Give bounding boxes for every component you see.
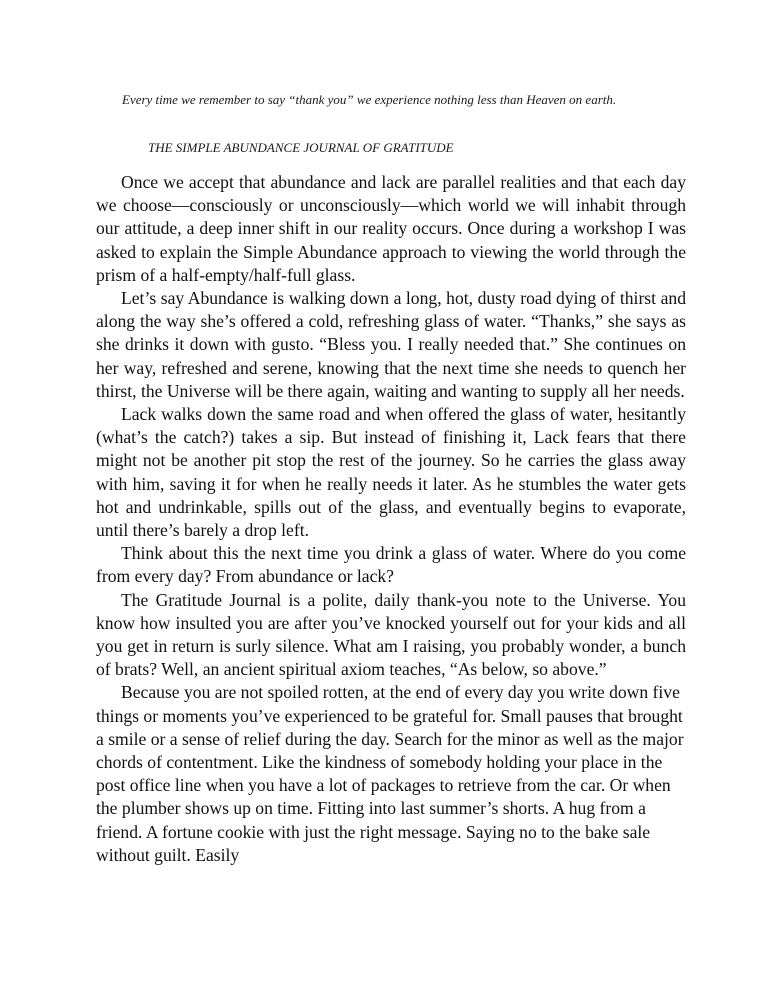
paragraph: The Gratitude Journal is a polite, daily thank-you note to the Universe. You know how insulted you are after you’ve knocked yourself out for your kids and all you get in return is surly silence. What am I raising, you probably wonder, a bunch of brats? Well, an ancient spiritual axiom teaches, “As below, so above.” [96, 589, 686, 680]
epigraph-quote: Every time we remember to say “thank you” we experience nothing less than Heaven on earth. [122, 92, 617, 107]
paragraph: Because you are not spoiled rotten, at the end of every day you write down five things or moments you’ve experienced to be grateful for. Small pauses that brought a smile or a sense of relief during the day. Search for the minor as well as the major chords of contentment. Like the kindness of somebody holding your place in the post office line when you have a lot of packages to retrieve from the car. Or when the plumber shows up on time. Fitting into last summer’s shorts. A hug from a friend. A fortune cookie with just the right message. Saying no to the bake sale without guilt. Easily [96, 682, 684, 865]
paragraph: Lack walks down the same road and when offered the glass of water, hesitantly (what’s the catch?) takes a sip. But instead of finishing it, Lack fears that there might not be another pit stop the rest of the journey. So he carries the glass away with him, saving it for when he really needs it later. As he stumbles the water gets hot and undrinkable, spills out of the glass, and eventually begins to evaporate, until there’s barely a drop left. [96, 404, 686, 541]
paragraph: Think about this the next time you drink a glass of water. Where do you come from every day? From abundance or lack? [96, 543, 686, 587]
body-text [96, 171, 686, 867]
epigraph-source: THE SIMPLE ABUNDANCE JOURNAL OF GRATITUDE [148, 140, 454, 155]
paragraph: Let’s say Abundance is walking down a long, hot, dusty road dying of thirst and along the way she’s offered a cold, refreshing glass of water. “Thanks,” she says as she drinks it down with gusto. “Bless you. I really needed that.” She continues on her way, refreshed and serene, knowing that the next time she needs to quench her thirst, the Universe will be there again, waiting and wanting to supply all her needs. [96, 288, 686, 401]
paragraph: Once we accept that abundance and lack are parallel realities and that each day we choose—consciously or unconsciously—which world we will inhabit through our attitude, a deep inner shift in our reality occurs. Once during a workshop I was asked to explain the Simple Abundance approach to viewing the world through the prism of a half-empty/half-full glass. [96, 172, 686, 285]
